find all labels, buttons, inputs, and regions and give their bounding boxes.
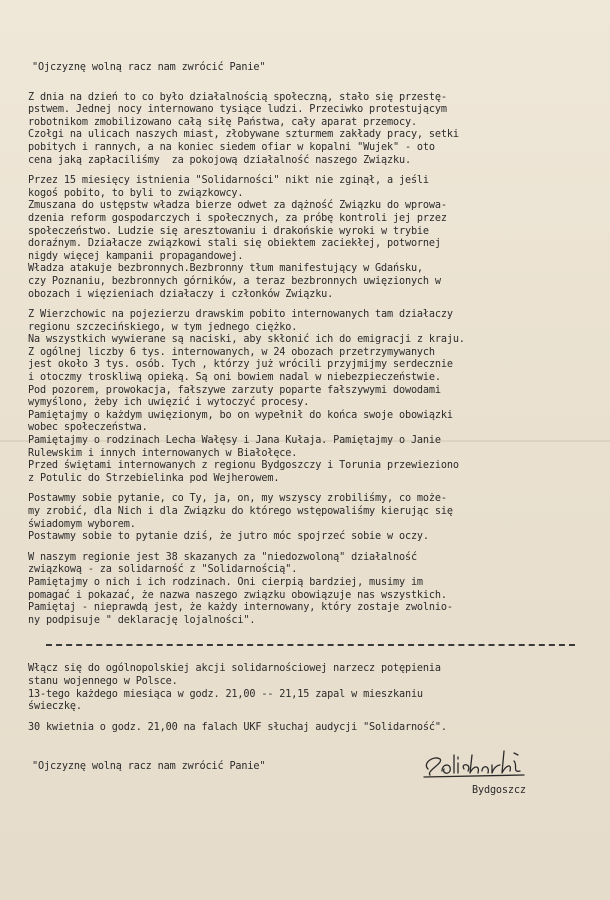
text-line: nigdy więcej kampanii propagandowej. bbox=[28, 250, 244, 262]
text-line: ny podpisuje " deklarację lojalności". bbox=[28, 614, 256, 626]
text-line: świeczkę. bbox=[28, 701, 82, 713]
text-line: pomagać i pokazać, że nazwa naszego związku obowiązuje nas wszystkich. bbox=[28, 589, 447, 601]
paragraph-4 bbox=[28, 493, 593, 543]
text-line: regionu szczecińskiego, w tym jednego ciężko. bbox=[28, 321, 298, 333]
text-line: Czołgi na ulicach naszych miast, złobywane szturmem zakłady pracy, setki bbox=[28, 129, 459, 141]
text-line: wymyślono, żeby ich uwięzić i wytoczyć procesy. bbox=[28, 397, 310, 409]
text-line: W naszym regionie jest 38 skazanych za "niedozwoloną" działalność bbox=[28, 551, 417, 563]
text-line: Pamiętajmy o nich i ich rodzinach. Oni cierpią bardziej, musimy im bbox=[28, 576, 423, 588]
text-line: Pod pozorem, prowokacja, fałszywe zarzuty poparte fałszywymi dowodami bbox=[28, 384, 441, 396]
text-line: Z Wierzchowic na pojezierzu drawskim pobito internowanych tam działaczy bbox=[28, 309, 453, 321]
motto-heading: "Ojczyznę wolną racz nam zwrócić Panie" bbox=[32, 62, 266, 73]
text-line: Przed świętami internowanych z regionu Bydgoszczy i Torunia przewieziono bbox=[28, 460, 459, 472]
text-line: dzenia reform gospodarczych i społecznych, za próbę kontroli jej przez bbox=[28, 212, 447, 224]
dashed-separator bbox=[28, 639, 593, 651]
signature-handwritten bbox=[420, 741, 530, 781]
text-line: robotnikom zmobilizowano całą siłę Państwa, cały aparat przemocy. bbox=[28, 116, 417, 128]
text-line: Pamiętajmy o każdym uwięzionym, bo on wypełnił do końca swoje obowiązki bbox=[28, 409, 453, 421]
paragraph-3 bbox=[28, 309, 593, 485]
text-line: Przez 15 miesięcy istnienia "Solidarności" nikt nie zginął, a jeśli bbox=[28, 175, 429, 187]
text-line: społeczeństwo. Ludzie się aresztowaniu i drakońskie wyroki w trybie bbox=[28, 225, 429, 237]
text-line: wobec społeczeństwa. bbox=[28, 422, 148, 434]
closing-motto: "Ojczyznę wolną racz nam zwrócić Panie" bbox=[32, 761, 266, 773]
text-line: Pamiętaj - nieprawdą jest, że każdy internowany, który zostaje zwolnio- bbox=[28, 602, 453, 614]
text-line: Postawmy sobie to pytanie dziś, że jutro móc spojrzeć sobie w oczy. bbox=[28, 531, 429, 543]
city-name: Bydgoszcz bbox=[472, 785, 526, 797]
text-line: Zmuszana do ustępstw władza bierze odwet za dążność Związku do wprowa- bbox=[28, 200, 447, 212]
signature-row bbox=[28, 751, 593, 797]
paragraph-1 bbox=[28, 92, 593, 168]
text-line: Włącz się do ogólnopolskiej akcji solidarnościowej narzecz potępienia bbox=[28, 663, 441, 675]
text-line: świadomym wyborem. bbox=[28, 518, 136, 530]
text-line: i otoczmy troskliwą opieką. Są oni bowiem nadal w niebezpieczeństwie. bbox=[28, 372, 441, 384]
paragraph-2 bbox=[28, 175, 593, 301]
text-line: stanu wojennego w Polsce. bbox=[28, 675, 178, 687]
text-line: obozach i więzieniach działaczy i członków Związku. bbox=[28, 288, 334, 300]
text-line: jest około 3 tys. osób. Tych , którzy już wrócili przyjmijmy serdecznie bbox=[28, 359, 453, 371]
text-line: doraźnym. Działacze związkowi stali się obiektem zaciekłej, potwornej bbox=[28, 238, 441, 250]
text-line: 30 kwietnia o godz. 21,00 na falach UKF słuchaj audycji "Solidarność". bbox=[28, 721, 447, 733]
text-line: Z dnia na dzień to co było działalnością społeczną, stało się przestę- bbox=[28, 91, 447, 103]
text-line: Władza atakuje bezbronnych.Bezbronny tłum manifestujący w Gdańsku, bbox=[28, 263, 423, 275]
text-line: cena jaką zapłaciliśmy za pokojową działalność naszego Związku. bbox=[28, 154, 411, 166]
text-line: my zrobić, dla Nich i dla Związku do którego wstępowaliśmy kierując się bbox=[28, 506, 453, 517]
text-line: 13-tego każdego miesiąca w godz. 21,00 -- 21,15 zapal w mieszkaniu bbox=[28, 688, 423, 700]
text-line: związkową - za solidarność z "Solidarnością". bbox=[28, 564, 298, 576]
text-line: Postawmy sobie pytanie, co Ty, ja, on, my wszyscy zrobiliśmy, co może- bbox=[28, 493, 447, 505]
text-line: czy Poznaniu, bezbronnych górników, a teraz bezbronnych uwięzionych w bbox=[28, 275, 441, 287]
text-line: z Potulic do Strzebielinka pod Wejherowem. bbox=[28, 472, 280, 484]
paragraph-6 bbox=[28, 663, 593, 713]
text-line: pstwem. Jednej nocy internowano tysiące ludzi. Przeciwko protestującym bbox=[28, 104, 447, 116]
text-line: kogoś pobito, to byli to związkowcy. bbox=[28, 187, 244, 199]
paragraph-5 bbox=[28, 552, 593, 628]
text-line: Rulewskim i innych internowanych w Białołęce. bbox=[28, 447, 298, 459]
document-body bbox=[28, 62, 593, 797]
text-line: Na wszystkich wywierane są naciski, aby skłonić ich do emigracji z kraju. bbox=[28, 334, 465, 346]
text-line: Pamiętajmy o rodzinach Lecha Wałęsy i Jana Kułaja. Pamiętajmy o Janie bbox=[28, 435, 441, 447]
paragraph-7 bbox=[28, 722, 593, 735]
text-line: Z ogólnej liczby 6 tys. internowanych, w 24 obozach przetrzymywanych bbox=[28, 346, 435, 358]
text-line: pobitych i rannych, a na koniec siedem ofiar w kopalni "Wujek" - oto bbox=[28, 141, 435, 153]
